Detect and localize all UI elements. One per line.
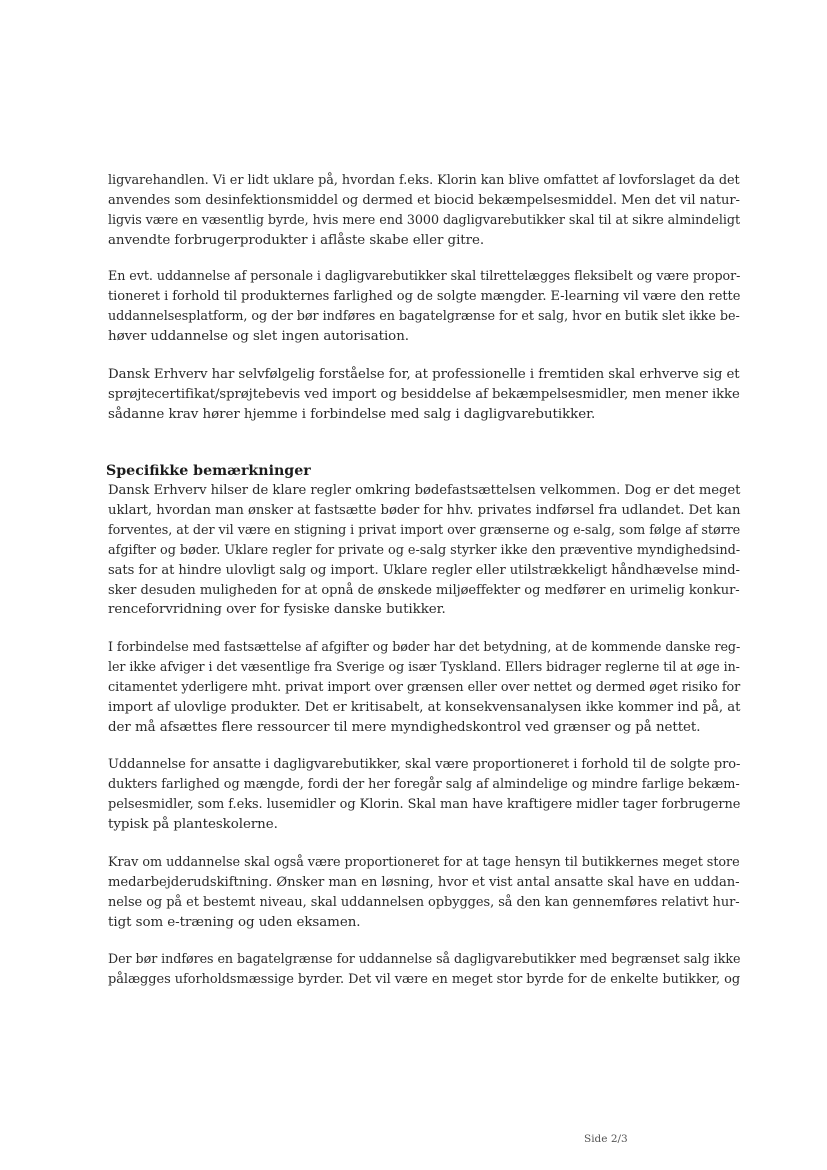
- text-line: Uddannelse for ansatte i dagligvarebutikker, skal være proportioneret i forhold til de solgte pro-: [108, 757, 741, 772]
- text-line: ligvarehandlen. Vi er lidt uklare på, hvordan f.eks. Klorin kan blive omfattet af lovforslaget da det: [108, 173, 740, 188]
- text-line: sprøjtecertifikat/sprøjtebevis ved import og besiddelse af bekæmpelsesmidler, men mener ikke: [108, 387, 740, 402]
- text-line: anvendte forbrugerprodukter i aflåste skabe eller gitre.: [108, 233, 485, 248]
- text-line: Der bør indføres en bagatelgrænse for uddannelse så dagligvarebutikker med begrænset salg ikke: [108, 952, 741, 967]
- text-line: medarbejderudskiftning. Ønsker man en løsning, hvor et vist antal ansatte skal have en uddan-: [108, 875, 740, 890]
- text-line: renceforvridning over for fysiske danske butikker.: [108, 602, 446, 617]
- text-line: Krav om uddannelse skal også være proportioneret for at tage hensyn til butikkernes meget store: [108, 855, 740, 870]
- text-line: sker desuden muligheden for at opnå de ønskede miljøeffekter og medfører en urimelig konkur-: [108, 583, 740, 598]
- text-line: sats for at hindre ulovligt salg og import. Uklare regler eller utilstrækkeligt håndhævelse mind-: [108, 563, 740, 578]
- text-line: pelsesmidler, som f.eks. lusemidler og Klorin. Skal man have kraftigere midler tager forbrugerne: [108, 797, 741, 812]
- text-line: der må afsættes flere ressourcer til mere myndighedskontrol ved grænser og på nettet.: [108, 720, 701, 735]
- text-line: En evt. uddannelse af personale i dagligvarebutikker skal tilrettelægges fleksibelt og være propor-: [108, 269, 741, 284]
- text-line: høver uddannelse og slet ingen autorisation.: [108, 329, 409, 344]
- text-line: pålægges uforholdsmæssige byrder. Det vil være en meget stor byrde for de enkelte butikker, og: [108, 972, 741, 987]
- text-line: I forbindelse med fastsættelse af afgifter og bøder har det betydning, at de kommende danske reg-: [108, 640, 741, 655]
- text-line: afgifter og bøder. Uklare regler for private og e-salg styrker ikke den præventive myndighedsind-: [108, 543, 741, 558]
- text-line: ler ikke afviger i det væsentlige fra Sverige og især Tyskland. Ellers bidrager reglerne til at øge in-: [108, 660, 740, 675]
- text-line: dukters farlighed og mængde, fordi der her foregår salg af almindelige og mindre farlige bekæm-: [108, 777, 740, 792]
- text-line: nelse og på et bestemt niveau, skal uddannelsen opbygges, så den kan gennemføres relativt hur-: [108, 895, 740, 910]
- text-line: ligvis være en væsentlig byrde, hvis mere end 3000 dagligvarebutikker skal til at sikre almindeligt: [108, 213, 740, 228]
- text-line: typisk på planteskolerne.: [108, 817, 278, 832]
- text-line: import af ulovlige produkter. Det er kritisabelt, at konsekvensanalysen ikke kommer ind på, at: [108, 700, 741, 715]
- text-line: Dansk Erhverv har selvfølgelig forståelse for, at professionelle i fremtiden skal erhverve sig et: [108, 367, 740, 382]
- text-line: Dansk Erhverv hilser de klare regler omkring bødefastsættelsen velkommen. Dog er det meget: [108, 483, 741, 498]
- text-line: anvendes som desinfektionsmiddel og dermed et biocid bekæmpelsesmiddel. Men det vil natur-: [108, 193, 740, 208]
- text-line: citamentet yderligere mht. privat import over grænsen eller over nettet og dermed øget risiko for: [108, 680, 741, 695]
- text-line: tioneret i forhold til produkternes farlighed og de solgte mængder. E-learning vil være den rette: [108, 289, 741, 304]
- text-line: tigt som e-træning og uden eksamen.: [108, 915, 361, 930]
- page-number: Side 2/3: [584, 1133, 628, 1145]
- text-line: sådanne krav hører hjemme i forbindelse med salg i dagligvarebutikker.: [108, 407, 596, 422]
- text-line: forventes, at der vil være en stigning i privat import over grænserne og e-salg, som følge af større: [108, 523, 741, 538]
- text-line: uddannelsesplatform, og der bør indføres en bagatelgrænse for et salg, hvor en butik slet ikke be-: [108, 309, 740, 324]
- section-heading: Specifikke bemærkninger: [106, 463, 311, 479]
- text-line: uklart, hvordan man ønsker at fastsætte bøder for hhv. privates indførsel fra udlandet. Det kan: [108, 503, 741, 518]
